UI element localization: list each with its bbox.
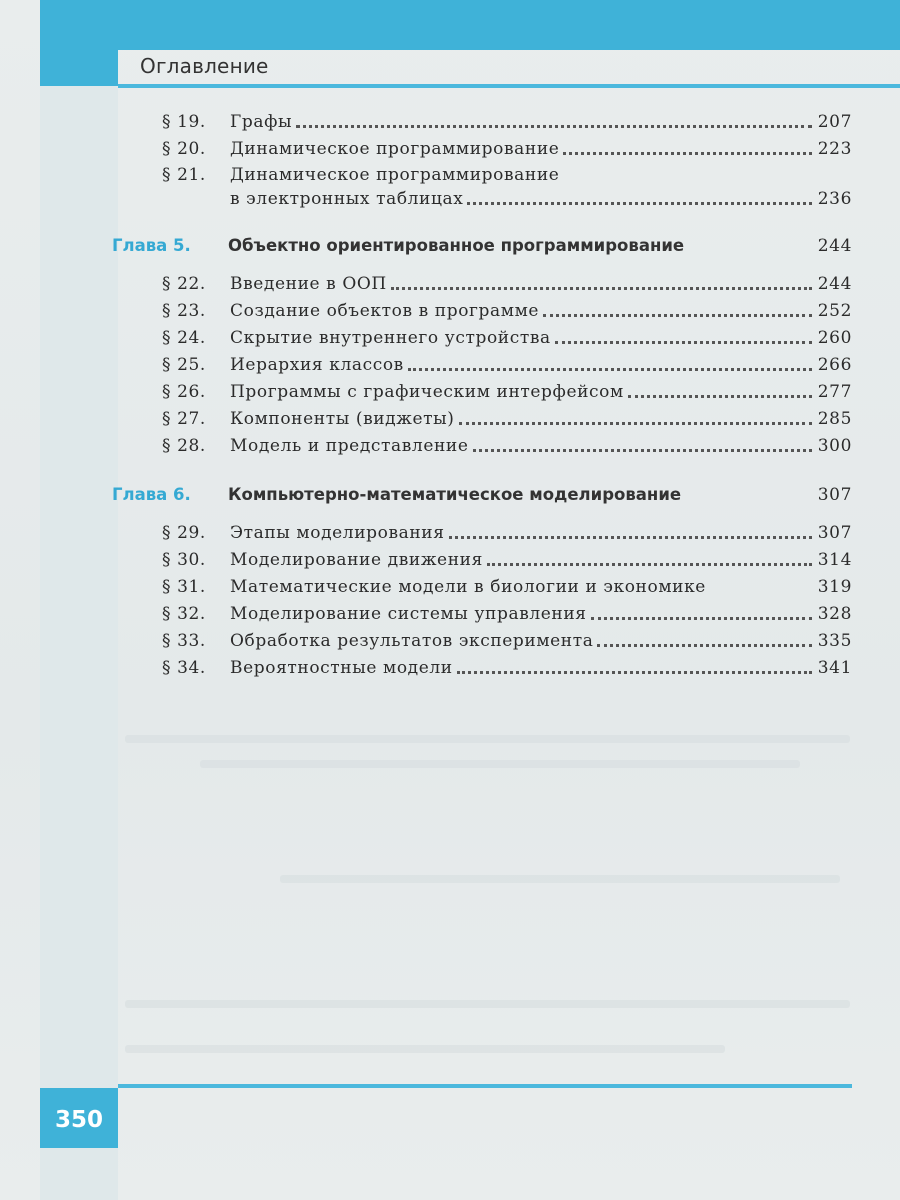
toc-entry-27[interactable] — [162, 407, 852, 431]
entry-page: 341 — [817, 658, 852, 678]
entry-page: 207 — [817, 112, 852, 132]
entry-title: Динамическое программирование — [230, 139, 560, 159]
entry-number: § 31. — [162, 577, 206, 597]
chapter-6-heading[interactable] — [112, 483, 852, 507]
entry-page: 252 — [817, 301, 852, 321]
chapter-label: Глава 6. — [112, 485, 191, 504]
footer-rule — [118, 1084, 852, 1088]
entry-title: Модель и представление — [230, 436, 469, 456]
toc-entry-34[interactable] — [162, 656, 852, 680]
chapter-page: 307 — [817, 485, 852, 505]
chapter-page: 244 — [817, 236, 852, 256]
page-header-title: Оглавление — [140, 54, 269, 78]
entry-number: § 22. — [162, 274, 206, 294]
toc-entry-29[interactable] — [162, 521, 852, 545]
toc-entry-33[interactable] — [162, 629, 852, 653]
entry-number: § 27. — [162, 409, 206, 429]
dot-leader — [408, 366, 812, 371]
entry-number: § 23. — [162, 301, 206, 321]
toc-entry-24[interactable] — [162, 326, 852, 350]
chapter-5-heading[interactable] — [112, 234, 852, 258]
entry-page: 277 — [817, 382, 852, 402]
entry-number: § 25. — [162, 355, 206, 375]
entry-page: 335 — [817, 631, 852, 651]
entry-title: Программы с графическим интерфейсом — [230, 382, 624, 402]
entry-title: Введение в ООП — [230, 274, 387, 294]
entry-title: Скрытие внутреннего устройства — [230, 328, 551, 348]
dot-leader — [391, 285, 812, 290]
toc-entry-22[interactable] — [162, 272, 852, 296]
entry-title: Этапы моделирования — [230, 523, 445, 543]
entry-number: § 30. — [162, 550, 206, 570]
entry-number: § 34. — [162, 658, 206, 678]
dot-leader — [296, 123, 812, 128]
entry-number: § 28. — [162, 436, 206, 456]
dot-leader — [597, 642, 811, 647]
entry-page: 244 — [817, 274, 852, 294]
chapter-title: Объектно ориентированное программирование — [228, 236, 685, 255]
chapter-title: Компьютерно-математическое моделирование — [228, 485, 682, 504]
entry-page: 236 — [817, 189, 852, 209]
dot-leader — [555, 339, 812, 344]
entry-title-line-1: Динамическое программирование — [230, 165, 560, 185]
dot-leader — [449, 534, 812, 539]
dot-leader — [563, 150, 811, 155]
dot-leader — [487, 561, 812, 566]
chapter-label: Глава 5. — [112, 236, 191, 255]
entry-title: Моделирование системы управления — [230, 604, 587, 624]
entry-number: § 32. — [162, 604, 206, 624]
dot-leader — [467, 200, 811, 205]
dot-leader — [543, 312, 812, 317]
entry-page: 260 — [817, 328, 852, 348]
entry-number: § 26. — [162, 382, 206, 402]
toc-entry-26[interactable] — [162, 380, 852, 404]
dot-leader — [457, 669, 812, 674]
dot-leader — [591, 615, 812, 620]
dot-leader — [710, 591, 812, 593]
entry-number: § 20. — [162, 139, 206, 159]
toc-entry-25[interactable] — [162, 353, 852, 377]
entry-number: § 29. — [162, 523, 206, 543]
entry-title: Моделирование движения — [230, 550, 483, 570]
entry-title: Обработка результатов эксперимента — [230, 631, 594, 651]
entry-title: Графы — [230, 112, 293, 132]
entry-title-line-2: в электронных таблицах — [230, 189, 464, 209]
toc-entry-20[interactable] — [162, 137, 852, 161]
entry-number: § 21. — [162, 165, 206, 185]
dot-leader — [459, 420, 812, 425]
page-number: 350 — [40, 1088, 118, 1148]
entry-number: § 24. — [162, 328, 206, 348]
entry-title: Математические модели в биологии и экономике — [230, 577, 706, 597]
dot-leader — [473, 447, 812, 452]
entry-number: § 33. — [162, 631, 206, 651]
entry-page: 223 — [817, 139, 852, 159]
entry-page: 314 — [817, 550, 852, 570]
entry-page: 328 — [817, 604, 852, 624]
toc-entry-32[interactable] — [162, 602, 852, 626]
entry-page: 266 — [817, 355, 852, 375]
dot-leader — [628, 393, 812, 398]
toc-entry-23[interactable] — [162, 299, 852, 323]
entry-page: 319 — [817, 577, 852, 597]
toc-entry-31[interactable] — [162, 575, 852, 599]
toc-entry-21[interactable] — [162, 163, 852, 211]
toc-entry-19[interactable] — [162, 110, 852, 134]
entry-number: § 19. — [162, 112, 206, 132]
entry-page: 300 — [817, 436, 852, 456]
entry-page: 307 — [817, 523, 852, 543]
entry-title: Вероятностные модели — [230, 658, 453, 678]
entry-title: Иерархия классов — [230, 355, 404, 375]
toc-entry-28[interactable] — [162, 434, 852, 458]
entry-page: 285 — [817, 409, 852, 429]
entry-title: Компоненты (виджеты) — [230, 409, 455, 429]
toc-entry-30[interactable] — [162, 548, 852, 572]
entry-title: Создание объектов в программе — [230, 301, 540, 321]
